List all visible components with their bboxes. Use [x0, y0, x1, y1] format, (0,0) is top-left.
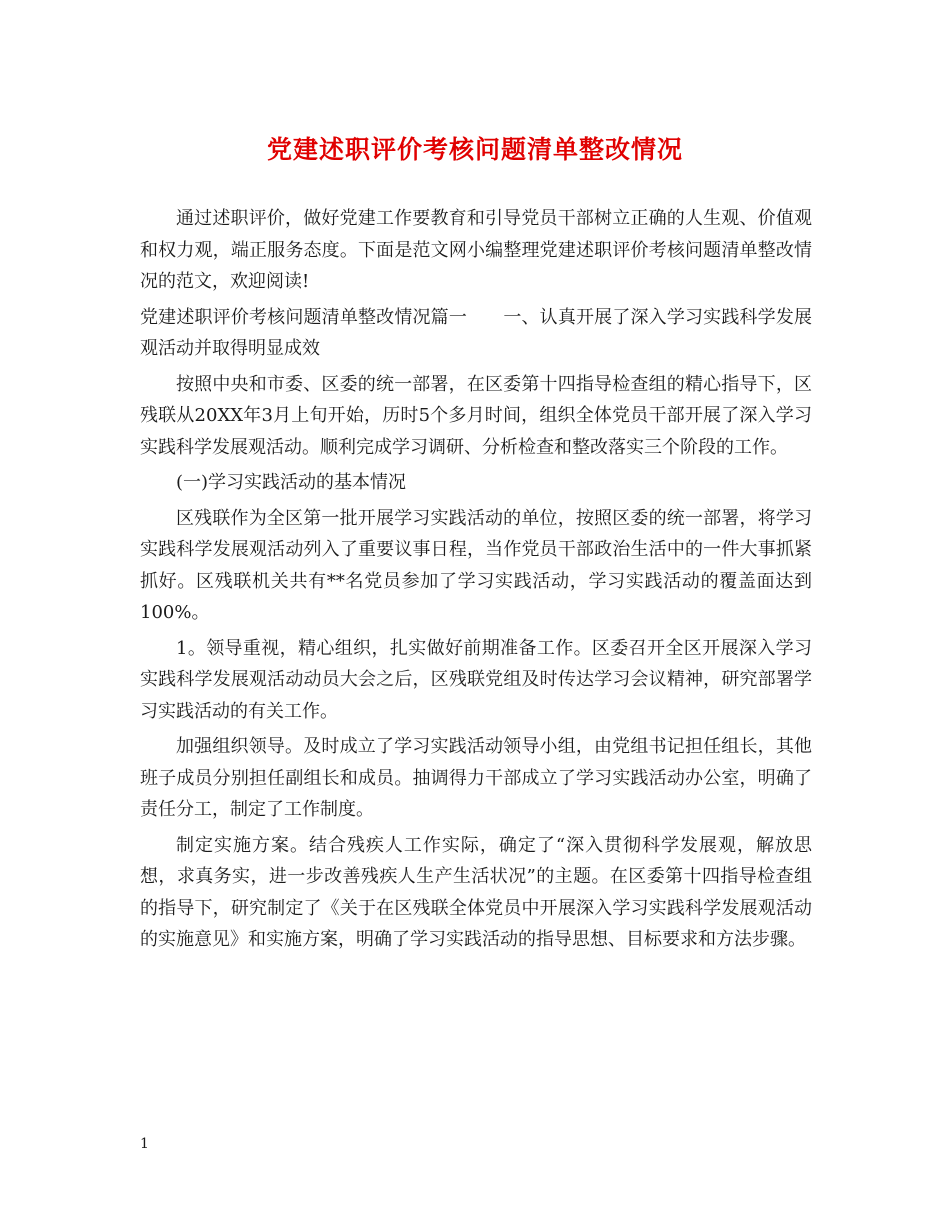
paragraph-leadership: 1。领导重视，精心组织，扎实做好前期准备工作。区委召开全区开展深入学习实践科学发展观活动动员大会之后，区残联党组及时传达学习会议精神，研究部署学习实践活动的有关工作。 — [140, 637, 812, 722]
paragraph-deployment: 按照中央和市委、区委的统一部署，在区委第十四指导检查组的精心指导下，区残联从20XX年3月上旬开始，历时5个多月时间，组织全体党员干部开展了深入学习实践科学发展观活动。顺利完成学习调研、分析检查和整改落实三个阶段的工作。 — [140, 373, 812, 458]
paragraph-subheading: (一)学习实践活动的基本情况 — [176, 472, 407, 493]
paragraph-intro: 通过述职评价，做好党建工作要教育和引导党员干部树立正确的人生观、价值观和权力观，端正服务态度。下面是范文网小编整理党建述职评价考核问题清单整改情况的范文，欢迎阅读! — [140, 208, 812, 292]
page-number: 1 — [140, 1136, 149, 1152]
document-title: 党建述职评价考核问题清单整改情况 — [266, 135, 683, 164]
document-body — [140, 203, 812, 960]
paragraph-basic-situation: 区残联作为全区第一批开展学习实践活动的单位，按照区委的统一部署，将学习实践科学发展观活动列入了重要议事日程，当作党员干部政治生活中的一件大事抓紧抓好。区残联机关共有**名党员参加了学习实践活动，学习实践活动的覆盖面达到100%。 — [140, 507, 812, 623]
paragraph-implementation: 制定实施方案。结合残疾人工作实际，确定了“深入贯彻科学发展观，解放思想，求真务实，进一步改善残疾人生产生活状况”的主题。在区委第十四指导检查组的指导下，研究制定了《关于在区残联全体党员中开展深入学习实践科学发展观活动的实施意见》和实施方案，明确了学习实践活动的指导思想、目标要求和方法步骤。 — [140, 834, 812, 950]
paragraph-section-heading: 党建述职评价考核问题清单整改情况篇一 一、认真开展了深入学习实践科学发展观活动并取得明显成效 — [140, 306, 812, 359]
paragraph-organization: 加强组织领导。及时成立了学习实践活动领导小组，由党组书记担任组长，其他班子成员分别担任副组长和成员。抽调得力干部成立了学习实践活动办公室，明确了责任分工，制定了工作制度。 — [140, 736, 812, 820]
